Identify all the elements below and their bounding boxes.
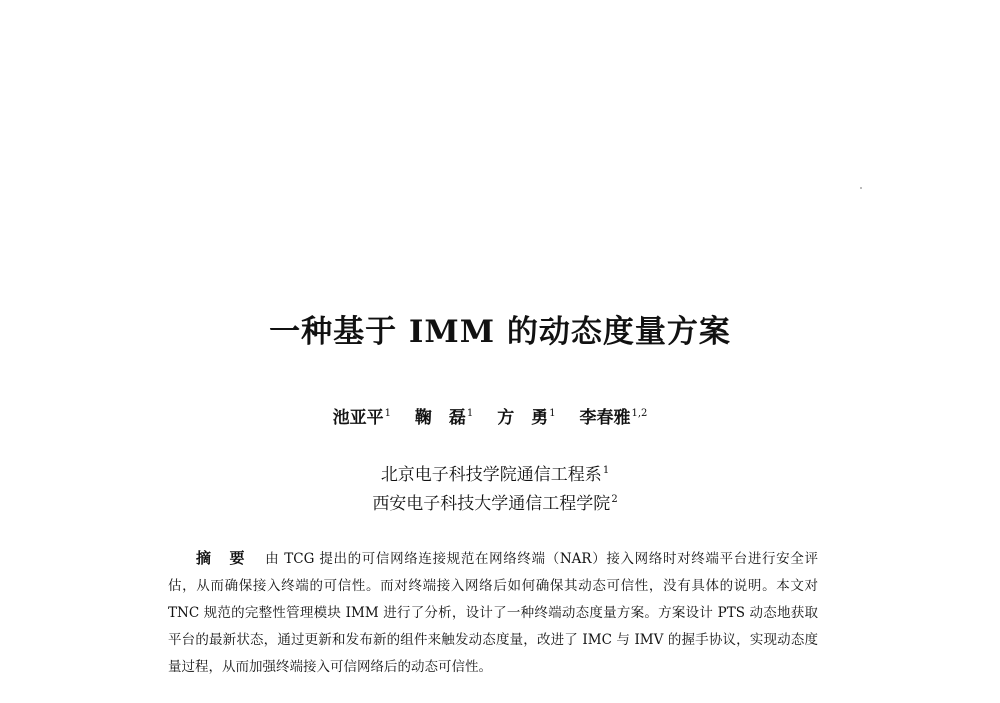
abstract-body: 由 TCG 提出的可信网络连接规范在网络终端（NAR）接入网络时对终端平台进行安全评估，从而确保接入终端的可信性。而对终端接入网络后如何确保其动态可信性，没有具体的说明。本文对 TNC 规范的完整性管理模块 IMM 进行了分析，设计了一种终端动态度量方案。方案设计 PTS 动态地获取平台的最新状态，通过更新和发布新的组件来触发动态度量，改进了 IMC 与 IMV 的握手协议，实现动态度量过程，从而加强终端接入可信网络后的动态可信性。 xyxy=(168,551,818,675)
paper-title: 一种基于 IMM 的动态度量方案 xyxy=(269,314,731,350)
author-name: 池亚平 xyxy=(332,408,384,428)
scan-speck xyxy=(860,187,862,189)
affiliation-text: 西安电子科技大学通信工程学院 xyxy=(372,494,611,514)
affiliation xyxy=(0,489,990,514)
author-name: 鞠 磊 xyxy=(414,408,466,428)
author-affiliation-mark: 1,2 xyxy=(631,408,648,420)
author xyxy=(579,403,647,428)
author xyxy=(497,403,555,428)
affiliation-mark: 1 xyxy=(602,465,610,477)
author-name: 李春雅 xyxy=(579,408,631,428)
author xyxy=(333,403,391,428)
abstract-label: 摘 要 xyxy=(196,549,252,567)
affiliation-text: 北京电子科技学院通信工程系 xyxy=(380,465,602,485)
author-list xyxy=(0,403,980,428)
affiliation-mark: 2 xyxy=(611,494,618,506)
author-name: 方 勇 xyxy=(497,408,549,428)
abstract xyxy=(168,545,818,681)
author-affiliation-mark: 1 xyxy=(466,408,474,420)
affiliation xyxy=(0,460,990,485)
author-affiliation-mark: 1 xyxy=(384,408,391,420)
author-affiliation-mark: 1 xyxy=(549,408,556,420)
author xyxy=(415,403,473,428)
